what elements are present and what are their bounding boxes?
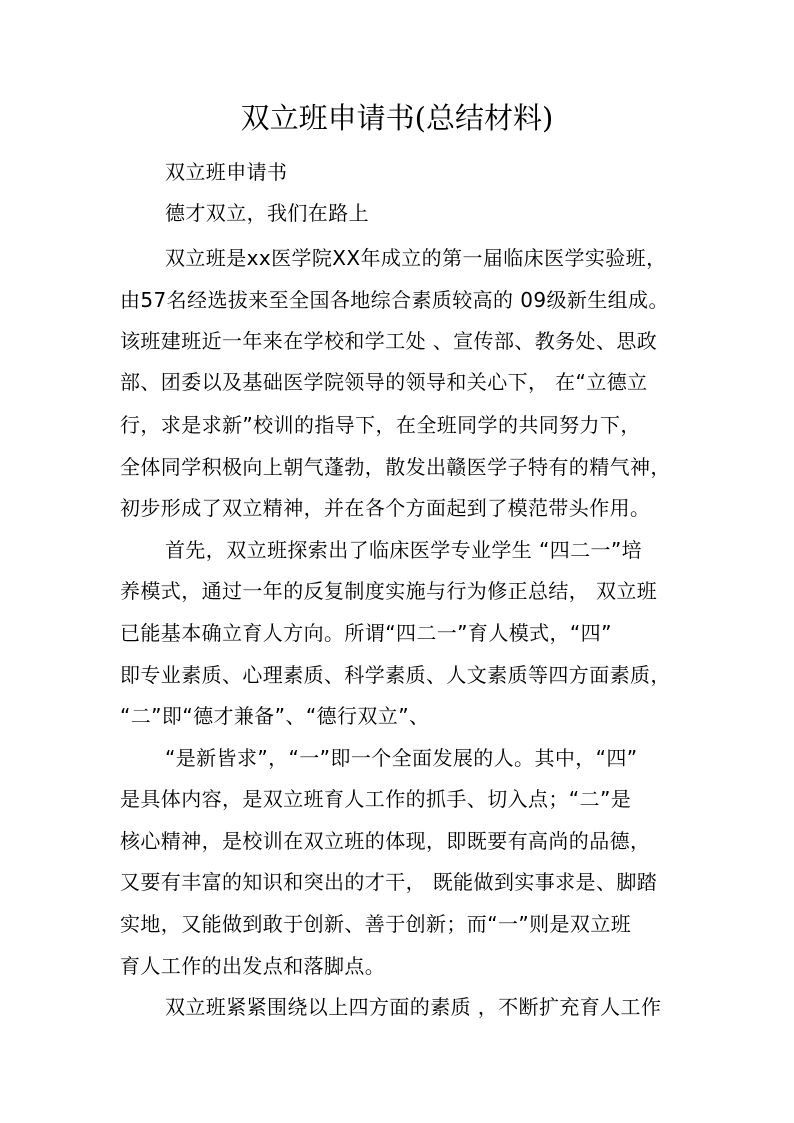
paragraph-3-line-3: 核心精神，是校训在双立班的体现，即既要有高尚的品德， [120,829,651,853]
paragraph-1-line-4: 部、团委以及基础医学院领导的领导和关心下， 在“立德立 [120,370,648,394]
paragraph-1-line-6: 全体同学积极向上朝气蓬勃，散发出赣医学子特有的精气神， [120,455,671,479]
paragraph-2-line-2: 养模式，通过一年的反复制度实施与行为修正总结， 双立班 [120,579,658,603]
paragraph-1-line-2: 由57名经选拔来至全国各地综合素质较高的 09级新生组成。 [120,288,669,312]
document-title: 双立班申请书(总结材料) [240,101,554,135]
paragraph-2-line-4: 即专业素质、心理素质、科学素质、人文素质等四方面素质， [120,663,671,687]
paragraph-2-line-5: “二”即“德才兼备”、“德行双立”、 [120,704,430,728]
heading-line: 德才双立，我们在路上 [165,201,369,225]
paragraph-3-line-6: 育人工作的出发点和落脚点。 [120,954,386,978]
paragraph-2-line-3: 已能基本确立育人方向。所谓“四二一”育人模式，“四” [120,621,612,645]
paragraph-1-line-5: 行，求是求新”校训的指导下，在全班同学的共同努力下， [120,413,641,437]
paragraph-3-line-1: “是新皆求”，“一”即一个全面发展的人。其中，“四” [165,746,638,770]
subtitle-line: 双立班申请书 [165,160,288,184]
paragraph-4-line-1: 双立班紧紧围绕以上四方面的素质 ，不断扩充育人工作 [165,995,662,1019]
paragraph-3-line-4: 又要有丰富的知识和突出的才干， 既能做到实事求是、脚踏 [120,870,658,894]
paragraph-1-line-3: 该班建班近一年来在学校和学工处 、宣传部、教务处、思政 [120,329,658,353]
paragraph-3-line-5: 实地，又能做到敢于创新、善于创新；而“一”则是双立班 [120,912,632,936]
paragraph-2-line-1: 首先，双立班探索出了临床医学专业学生 “四二一”培 [165,538,643,562]
paragraph-1-line-7: 初步形成了双立精神，并在各个方面起到了模范带头作用。 [120,496,651,520]
paragraph-3-line-2: 是具体内容，是双立班育人工作的抓手、切入点；“二”是 [120,787,632,811]
paragraph-1-line-1: 双立班是xx医学院XX年成立的第一届临床医学实验班， [165,246,667,270]
